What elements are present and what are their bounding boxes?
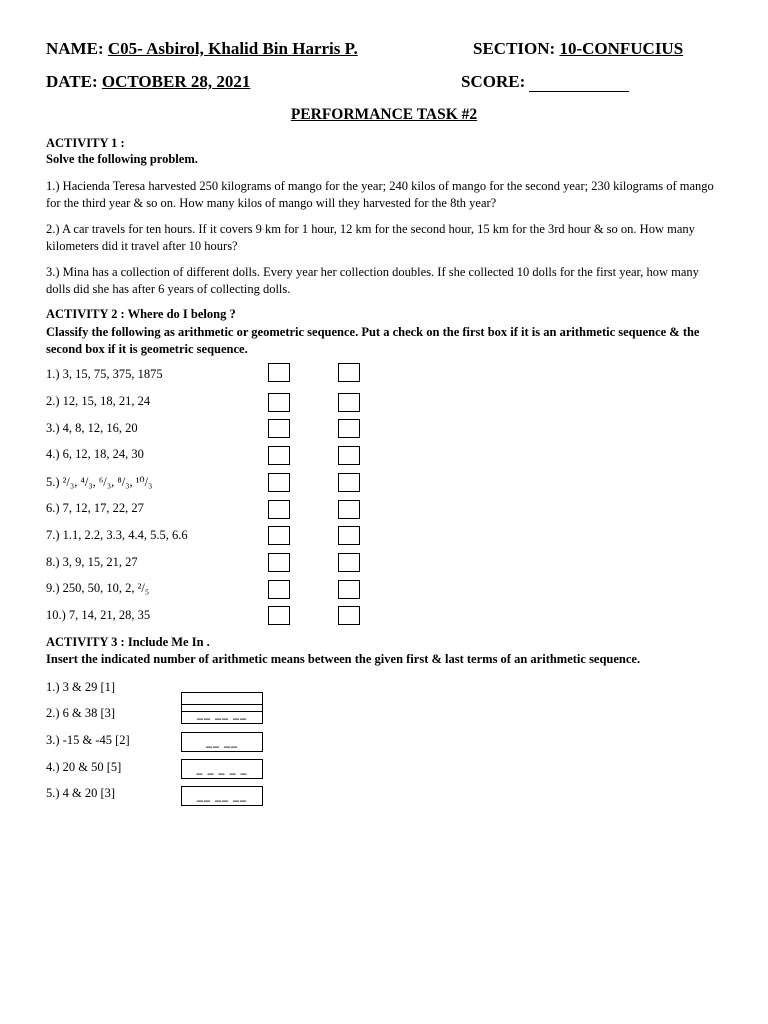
date-label: DATE: xyxy=(46,72,98,91)
activity3-heading: ACTIVITY 3 : Include Me In . xyxy=(46,635,210,649)
section-value: 10-CONFUCIUS xyxy=(559,39,684,58)
arithmetic-checkbox-1[interactable] xyxy=(268,363,290,382)
page-title: PERFORMANCE TASK #2 xyxy=(290,106,478,123)
answer-box-2[interactable] xyxy=(181,704,263,724)
activity1-problem-2: 2.) A car travels for ten hours. If it covers 9 km for 1 hour, 12 km for the second hour, 15 km for the 3rd hour & so on. How many kilometers did it travel after 10 hours? xyxy=(46,222,695,253)
geometric-checkbox-9[interactable] xyxy=(338,580,360,599)
activity3-item-1: 1.) 3 & 29 [1] xyxy=(46,680,116,694)
arithmetic-checkbox-3[interactable] xyxy=(268,419,290,438)
activity2-item-7: 7.) 1.1, 2.2, 3.3, 4.4, 5.5, 6.6 xyxy=(46,528,188,542)
activity2-item-3: 3.) 4, 8, 12, 16, 20 xyxy=(46,421,138,435)
answer-box-5[interactable] xyxy=(181,786,263,806)
score-label: SCORE: xyxy=(461,72,526,91)
geometric-checkbox-10[interactable] xyxy=(338,606,360,625)
arithmetic-checkbox-2[interactable] xyxy=(268,393,290,412)
answer-blanks-4: _ _ _ _ _ xyxy=(196,762,248,776)
answer-blanks-3: __ __ xyxy=(206,735,238,749)
geometric-checkbox-8[interactable] xyxy=(338,553,360,572)
activity2-item-5: 5.) ²/₃, ⁴/₃, ⁶/₃, ⁸/₃, ¹⁰/₃ xyxy=(46,475,153,489)
arithmetic-checkbox-7[interactable] xyxy=(268,526,290,545)
geometric-checkbox-6[interactable] xyxy=(338,500,360,519)
date-field xyxy=(46,72,250,92)
section-field xyxy=(473,39,683,59)
activity2-item-6: 6.) 7, 12, 17, 22, 27 xyxy=(46,501,144,515)
arithmetic-checkbox-6[interactable] xyxy=(268,500,290,519)
activity2-item-2: 2.) 12, 15, 18, 21, 24 xyxy=(46,394,151,408)
geometric-checkbox-5[interactable] xyxy=(338,473,360,492)
answer-box-3[interactable] xyxy=(181,732,263,752)
activity1-heading: ACTIVITY 1 : xyxy=(46,136,125,150)
activity2-item-10: 10.) 7, 14, 21, 28, 35 xyxy=(46,608,151,622)
geometric-checkbox-3[interactable] xyxy=(338,419,360,438)
activity2-instruction: Classify the following as arithmetic or geometric sequence. Put a check on the first box if it is an arithmetic sequence & the second box if it is geometric sequence. xyxy=(46,325,700,356)
activity2-heading: ACTIVITY 2 : Where do I belong ? xyxy=(46,307,236,321)
arithmetic-checkbox-10[interactable] xyxy=(268,606,290,625)
activity1-problem-3: 3.) Mina has a collection of different dolls. Every year her collection doubles. If she collected 10 dolls for the first year, how many dolls did she has after 6 years of collecting dolls. xyxy=(46,265,699,296)
activity2-item-9: 9.) 250, 50, 10, 2, ²/₅ xyxy=(46,581,150,595)
geometric-checkbox-7[interactable] xyxy=(338,526,360,545)
geometric-checkbox-2[interactable] xyxy=(338,393,360,412)
activity3-item-4: 4.) 20 & 50 [5] xyxy=(46,760,122,774)
geometric-checkbox-1[interactable] xyxy=(338,363,360,382)
activity2-item-1: 1.) 3, 15, 75, 375, 1875 xyxy=(46,367,163,381)
activity2-item-8: 8.) 3, 9, 15, 21, 27 xyxy=(46,555,138,569)
arithmetic-checkbox-5[interactable] xyxy=(268,473,290,492)
arithmetic-checkbox-9[interactable] xyxy=(268,580,290,599)
activity3-item-2: 2.) 6 & 38 [3] xyxy=(46,706,116,720)
activity1-instruction: Solve the following problem. xyxy=(46,152,198,166)
section-label: SECTION: xyxy=(473,39,556,58)
answer-blanks-5: __ __ __ xyxy=(197,789,247,803)
answer-box-4[interactable] xyxy=(181,759,263,779)
name-field xyxy=(46,39,358,59)
geometric-checkbox-4[interactable] xyxy=(338,446,360,465)
name-label: NAME: xyxy=(46,39,104,58)
arithmetic-checkbox-4[interactable] xyxy=(268,446,290,465)
name-value: C05- Asbirol, Khalid Bin Harris P. xyxy=(107,39,358,58)
score-value xyxy=(529,75,629,92)
activity3-item-3: 3.) -15 & -45 [2] xyxy=(46,733,130,747)
activity1-problem-1: 1.) Hacienda Teresa harvested 250 kilograms of mango for the year; 240 kilos of mango for the second year; 230 kilograms of mango for the third year & so on. How many kilos of mango will they harvested for the 8th year? xyxy=(46,179,714,210)
activity2-item-4: 4.) 6, 12, 18, 24, 30 xyxy=(46,447,144,461)
activity3-item-5: 5.) 4 & 20 [3] xyxy=(46,786,116,800)
answer-blanks-2: __ __ __ xyxy=(197,707,247,721)
score-field xyxy=(461,72,629,92)
activity3-instruction: Insert the indicated number of arithmetic means between the given first & last terms of an arithmetic sequence. xyxy=(46,652,641,666)
date-value: OCTOBER 28, 2021 xyxy=(101,72,251,91)
arithmetic-checkbox-8[interactable] xyxy=(268,553,290,572)
